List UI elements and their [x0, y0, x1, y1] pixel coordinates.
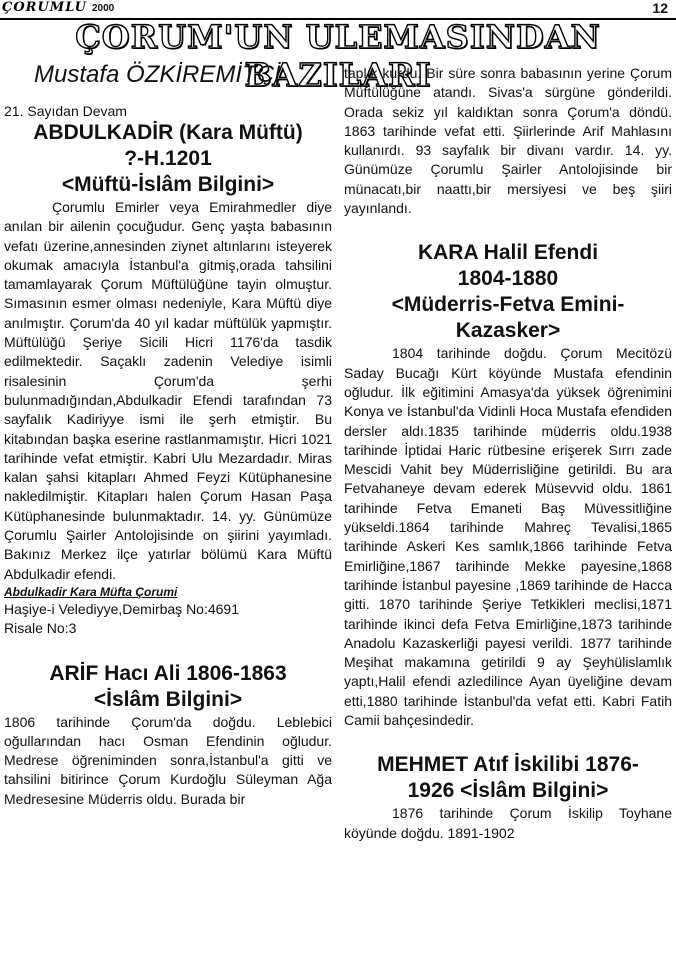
mehmet-body: 1876 tarihinde Çorum İskilip Toyhane köyünde doğdu. 1891-1902	[344, 805, 672, 841]
abdulkadir-title-2: ?-H.1201	[124, 147, 212, 170]
abdulkadir-ref-2: Risale No:3	[4, 620, 77, 637]
kara-halil-body: 1804 tarihinde doğdu. Çorum Mecitözü Saday Bucağı Kürt köyünde Mustafa efendinin oğludur. İlk eğitimini Amasya'da yüksek öğrenimini Konya ve İstanbul'da Vidinli Hoca Mustafa efendiden dersler aldı.1835 tarihinde müderris oldu.1938 tarihinde İptidai Haric rütbesine erişerek Sırrı zade Mescidi Vahit bey Müderrisliğine getirildi. Bu ara Fetvahaneye devam ederek Müsevvid oldu. 1861 tarihinde Fetva Emaneti Baş Müvessitliğine yükseldi.1864 tarihinde Mahreç Tevalisi,1865 tarihinde Askeri Kes samlık,1866 tarihinde Fetva Emirliğine,1867 tarihinde Mekke payesine,1868 tarihinde İstanbul payesine ,1869 tarihinde de Hacca gitti. 1870 tarihinde Şeriye Tetkikleri meclisi,1871 tarihinde ikinci defa Fetva Emirliğine,1873 tarihinde Anadolu Kazaskerliği payesi verildi. 1877 tarihinde Meşihat makamına getirildi 9 ay Şeyhülislamlık yaptı,Halil efendi azledilince Ayan üyeliğine devam etti,1880 tarihinde İstanbul'da vefat etti. Kabri Fatih Camii bahçesindedir.	[344, 345, 672, 729]
author-name: Mustafa ÖZKİREMİTÇİ	[34, 61, 281, 88]
abdulkadir-ref-1: Haşiye-i Velediyye,Demirbaş No:4691	[4, 600, 239, 617]
left-column	[4, 60, 332, 809]
page-number: 12	[652, 0, 668, 16]
kara-halil-title-4: Kazasker>	[455, 319, 561, 343]
abdulkadir-title-3: <Müftü-İslâm Bilgini>	[61, 173, 275, 196]
arif-body-left: 1806 tarihinde Çorum'da doğdu. Leblebici oğullarından hacı Osman Efendinin oğludur. Medrese öğreniminden sonra,İstanbul'a gitti ve tahsilini bitirince Çorum Kurdoğlu Süleyman Ağa Medresesine Müderris oldu. Burada bir	[4, 713, 332, 807]
kara-halil-title-3: <Müderris-Fetva Emini-	[391, 293, 625, 317]
mehmet-title-1: MEHMET Atıf İskilibi 1876-	[377, 753, 639, 777]
arif-title-2: <İslâm Bilgini>	[93, 687, 243, 711]
abdulkadir-title-1: ABDULKADİR (Kara Müftü)	[33, 121, 303, 144]
kara-halil-title-1: KARA Halil Efendi	[417, 241, 599, 265]
abdulkadir-caption: Abdulkadir Kara Müfta Çorumi	[4, 584, 178, 599]
mehmet-title-2: 1926 <İslâm Bilgini>	[407, 779, 609, 803]
magazine-name: ÇORUMLU	[2, 0, 87, 15]
abdulkadir-body: Çorumlu Emirler veya Emirahmedler diye anılan bir ailenin çocuğudur. Genç yaşta babasının vefatı üzerine,annesinden ziynet altınlarını isteyerek okumak amacıyla İstanbul'a gitmiş,orada tahsilini tamamlayarak Çorum Müftülüğüne tayin olmuştur. Sımasının esmer olması nedeniyle, Kara Müftü diye anılmıştır. Çorum'da 40 yıl kadar müftülük yapmıştır. Müftülüğü Şeriye Sicili Hicri 1176'da tasdik edilmektedir. Saçaklı zadenin Velediye isimli risalesinin Çorum'da şerhi bulunmadığından,Abdulkadir Efendi tarafından 73 sayfalık Kadiriyye ismi ile şerh etmiştir. Bu kitabından başka eserine rastlanmamıştır. Hicri 1021 tarihinde vefat etmiştir. Kabri Ulu Mezardadır. Miras kalan şahsi kitapları Ahmed Feyzi Kütüphanesine nakledilmiştir. Kitapları halen Çorum Hasan Paşa Kütüphanesinde bulunmaktadır. 14. yy. Günümüze Çorumlu Şairler Antolojisinde on şiirini yayımladı. Bakınız Merkez ilçe yatırlar bölümü Kara Müftü Abdulkadir efendi.	[4, 199, 332, 582]
page-title: ÇORUM'UN ULEMASINDAN BAZILARI	[75, 18, 601, 94]
right-column	[344, 64, 672, 843]
continued-note: 21. Sayıdan Devam	[4, 103, 127, 119]
page-header	[0, 0, 676, 20]
arif-body-right: taplık kurdu. Bir süre sonra babasının yerine Çorum Müftülüğüne atandı. Sivas'a sürgüne gönderildi. Orada sekiz yıl kaldıktan sonra Çorum'a döndü. 1863 tarihinde vefat etti. Şiirlerinde Arif Mahlasını kullanırdı. 93 sayfalık bir divanı vardır. 14. yy. Günümüze Çorumlu Şairler Antolojisinde bir münacatı,bir naattı,bir mersiyesi ve beş şiiri yayınlandı.	[344, 65, 672, 217]
magazine-year: 2000	[92, 3, 115, 14]
kara-halil-title-2: 1804-1880	[457, 267, 559, 291]
arif-title-1: ARİF Hacı Ali 1806-1863	[49, 661, 287, 685]
